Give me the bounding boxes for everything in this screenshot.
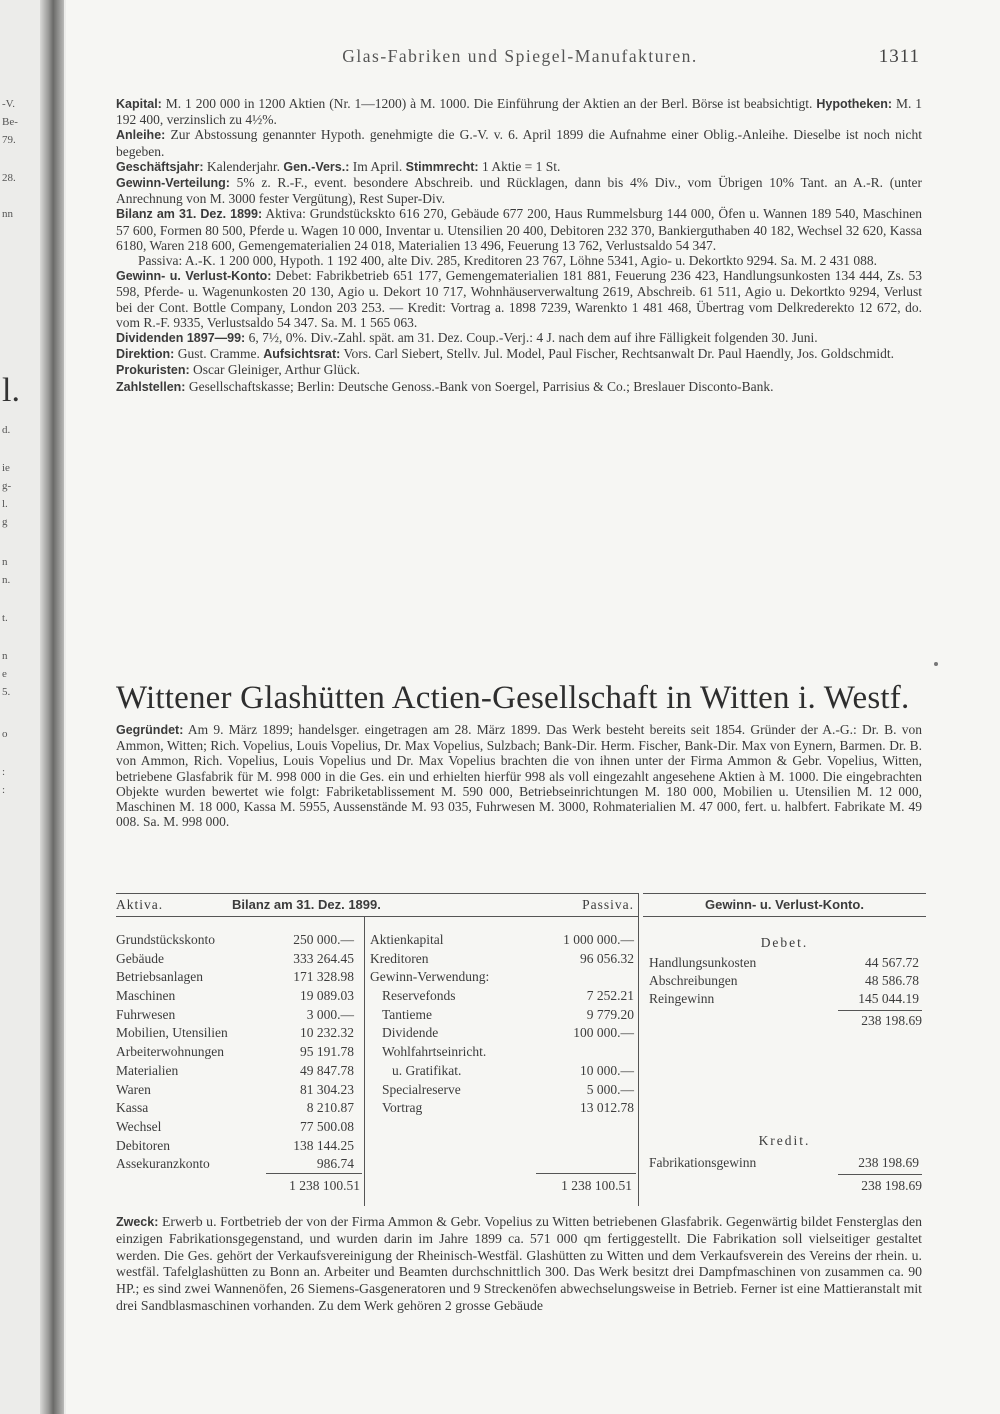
aktiva-row xyxy=(116,987,356,1006)
bilanz-paragraph xyxy=(116,206,922,253)
passiva-item-label: Wohlfahrtseinricht. xyxy=(382,1044,487,1060)
aktiva-item-value: 171 328.98 xyxy=(293,969,354,985)
passiva-row xyxy=(370,1043,636,1062)
aktiva-item-label: Mobilien, Utensilien xyxy=(116,1025,228,1041)
section-label: Stimmrecht: xyxy=(405,159,479,174)
geschaeftsjahr-paragraph xyxy=(116,159,922,175)
debet-total: 238 198.69 xyxy=(861,1013,922,1028)
aktiva-item-label: Maschinen xyxy=(116,988,176,1004)
profit-loss-title: Gewinn- u. Verlust-Konto. xyxy=(643,894,926,917)
balance-sheet-header xyxy=(116,894,638,917)
founded-section xyxy=(116,722,922,829)
aktiva-row xyxy=(116,1099,356,1118)
purpose-text: Erwerb u. Fortbetrieb der von der Firma Ammon & Gebr. Vopelius zu Witten betriebenen Glasfabrik. Gegenwärtig bildet Fensterglas den einzigen Fabrikationsgegenstand, und wurden darin im Jahre 1899 ca. 571 000 qm fertiggestellt. Die Fabrikation soll vielseitiger gestaltet werden. Die Ges. gehört der Verkaufsvereinigung der Rheinisch-Westfäl. Glashütten zu Witten und dem Verkaufsverein des Vereins der rhein. u. westfäl. Tafelglashütten zu Bonn an. Arbeiter und Beamten durchschnittlich 300. Das Werk besitzt drei Dampfmaschinen von zusammen ca. 90 HP.; es sind zwei Wannenöfen, 26 Siemens-Gasgeneratoren und 9 Streckenöfen abwechselungsweise in Betrieb. Ferner ist eine Mattieranstalt mit drei Sandblasmaschinen vorhanden. Zu dem Werk gehören 2 grosse Gebäude xyxy=(116,1214,922,1313)
section-label: Dividenden 1897—99: xyxy=(116,331,246,346)
passiva-item-value: 96 056.32 xyxy=(580,950,634,966)
section-label: Zahlstellen: xyxy=(116,379,186,394)
debet-item-label: Handlungsunkosten xyxy=(649,955,757,970)
zahlstellen-paragraph xyxy=(116,379,922,395)
margin-fragment: : xyxy=(2,766,6,778)
passiva-item-label: Tantieme xyxy=(382,1006,433,1022)
section-text: 6, 7½, 0%. Div.-Zahl. spät. am 31. Dez. Coup.-Verj.: 4 J. nach dem auf ihre Fälligkeit folgenden 30. Juni. xyxy=(248,330,818,346)
aktiva-item-value: 10 232.32 xyxy=(300,1025,354,1041)
aktiva-item-value: 333 264.45 xyxy=(293,950,354,966)
kredit-total: 238 198.69 xyxy=(861,1178,922,1193)
purpose-label: Zweck: xyxy=(116,1215,159,1229)
section-label: Geschäftsjahr: xyxy=(116,159,204,174)
passiva-row xyxy=(370,1062,636,1081)
financial-statements xyxy=(116,893,926,1205)
margin-fragment: n xyxy=(2,556,8,568)
founded-paragraph xyxy=(116,722,922,829)
aktiva-row xyxy=(116,1062,356,1081)
aktiva-row xyxy=(116,1043,356,1062)
aktiva-row xyxy=(116,1006,356,1025)
aktiva-item-label: Betriebsanlagen xyxy=(116,969,203,985)
passiva-sum-rule xyxy=(536,1173,636,1174)
debet-row xyxy=(649,972,921,991)
section-text: 5% z. R.-F., event. besondere Abschreib. und Rücklagen, dann bis 4% Div., vom Übrigen 10% Tant. an A.-R. (unter Anrechnung von M. 3000 fester Vergütung), Rest Super-Div. xyxy=(116,175,922,207)
section-label: Hypotheken: xyxy=(816,97,893,111)
aktiva-item-value: 77 500.08 xyxy=(300,1118,354,1134)
section-text: Aktiva: Grundstückskto 616 270, Gebäude 677 200, Haus Rummelsburg 144 000, Öfen u. Wannen 189 540, Maschinen 57 600, Formen 80 500, Pferde u. Wagen 10 000, Inventar u. Utensilien 20 400, Debitoren 232 370, Bankierguthaben 40 182, Wechsel 32 620, Kassa 6180, Waren 218 600, Gemengematerialien 24 018, Materialien 13 496, Feuerung 13 762, Verlustsaldo 54 347. xyxy=(116,206,922,253)
section-text: M. 1 192 400, verzinslich zu 4½%. xyxy=(116,96,922,128)
aktiva-item-value: 81 304.23 xyxy=(300,1081,354,1097)
margin-fragment: g- xyxy=(2,480,12,492)
passiva-item-label: u. Gratifikat. xyxy=(392,1062,462,1078)
margin-fragment: 28. xyxy=(2,172,16,184)
aktiva-item-label: Materialien xyxy=(116,1062,179,1078)
aktiva-label: Aktiva. xyxy=(116,897,164,912)
margin-fragment: -V. xyxy=(2,98,15,110)
margin-fragment: n. xyxy=(2,574,11,586)
section-text: Oscar Gleiniger, Arthur Glück. xyxy=(193,362,361,378)
aktiva-row xyxy=(116,968,356,987)
kredit-item-label: Fabrikationsgewinn xyxy=(649,1155,757,1170)
section-label: Bilanz am 31. Dez. 1899: xyxy=(116,207,263,222)
section-text: Im April. xyxy=(352,158,403,174)
direktion-paragraph xyxy=(116,346,922,362)
passiva-item-label: Specialreserve xyxy=(382,1081,461,1097)
gewinn-verlust-paragraph xyxy=(116,268,922,330)
section-text: Debet: Fabrikbetrieb 651 177, Gemengematerialien 181 881, Feuerung 236 423, Handlungsunkosten 134 444, Zs. 53 598, Pferde- u. Wagenunkosten 20 130, Agio u. Dekort 10 717, Wohnhäuserverwaltung 2619, Abschreib. 61 511, Agio u. Dekortkto 9294, Verlust bei der Cont. Bottle Company, London 203 253. — Kredit: Vortrag a. 1898 7239, Warenkto 1 481 468, Übertrag vom Delkrederekto 12 672, do. vom R.-F. 9335, Verlustsaldo 54 347. Sa. M. 1 565 063. xyxy=(116,268,923,330)
passiva-label: Passiva. xyxy=(582,897,634,912)
aktiva-item-label: Fuhrwesen xyxy=(116,1006,176,1022)
section-label: Gewinn-Verteilung: xyxy=(116,176,230,191)
aktiva-item-label: Arbeiterwohnungen xyxy=(116,1044,224,1060)
passiva-item-value: 100 000.— xyxy=(573,1025,634,1041)
balance-sheet-title: Bilanz am 31. Dez. 1899. xyxy=(232,897,381,912)
balance-sheet xyxy=(116,893,639,1206)
passiva-item-value: 10 000.— xyxy=(580,1062,634,1078)
passiva-row xyxy=(370,1006,636,1025)
margin-fragment: l. xyxy=(2,372,20,409)
aktiva-item-value: 3 000.— xyxy=(306,1006,354,1022)
aktiva-item-value: 8 210.87 xyxy=(306,1100,354,1116)
debet-item-value: 48 586.78 xyxy=(865,973,919,988)
aktiva-row xyxy=(116,1137,356,1156)
passiva-total: 1 238 100.51 xyxy=(561,1178,632,1193)
previous-company-entry xyxy=(116,96,922,395)
section-text: M. 1 200 000 in 1200 Aktien (Nr. 1—1200) à M. 1000. Die Einführung der Aktien an der Berl. Börse ist beabsichtigt. xyxy=(165,96,813,111)
passiva-row xyxy=(370,1099,636,1118)
passiva-item-value: 9 779.20 xyxy=(586,1006,634,1022)
debet-item-label: Reingewinn xyxy=(649,991,715,1006)
section-text: Gesellschaftskasse; Berlin: Deutsche Genoss.-Bank von Soergel, Parrisius & Co.; Breslauer Disconto-Bank. xyxy=(188,378,774,394)
aktiva-item-label: Gebäude xyxy=(116,950,164,966)
aktiva-item-value: 49 847.78 xyxy=(300,1062,354,1078)
aktiva-item-label: Assekuranzkonto xyxy=(116,1156,210,1172)
aktiva-item-label: Wechsel xyxy=(116,1118,162,1134)
aktiva-item-label: Grundstückskonto xyxy=(116,932,215,947)
margin-fragment: : xyxy=(2,784,6,796)
section-label: Anleihe: xyxy=(116,128,166,143)
passiva-row xyxy=(370,931,636,950)
passiva-item-value: 7 252.21 xyxy=(586,988,634,1004)
aktiva-list xyxy=(116,931,356,1174)
margin-fragment: 79. xyxy=(2,134,16,146)
section-text: Vors. Carl Siebert, Stellv. Jul. Model, Paul Fischer, Rechtsanwalt Dr. Paul Haendly, Jos. Goldschmidt. xyxy=(343,346,894,362)
debet-row xyxy=(649,954,921,973)
profit-loss-account xyxy=(643,893,926,1206)
debet-item-label: Abschreibungen xyxy=(649,973,738,988)
aktiva-item-value: 986.74 xyxy=(316,1156,354,1172)
margin-fragment: 5. xyxy=(2,686,11,698)
passiva-item-label: Gewinn-Verwendung: xyxy=(370,969,490,985)
passiva-item-value: 13 012.78 xyxy=(580,1100,634,1116)
aktiva-row xyxy=(116,1081,356,1100)
passiva-item-value: 1 000 000.— xyxy=(563,932,634,947)
book-binding-shadow xyxy=(40,0,64,1414)
margin-fragment: d. xyxy=(2,424,11,436)
passiva-item-label: Vortrag xyxy=(382,1100,423,1116)
section-text: Kalenderjahr. xyxy=(206,158,280,174)
passiva-row xyxy=(370,987,636,1006)
dividenden-paragraph xyxy=(116,330,922,346)
aktiva-row xyxy=(116,950,356,969)
section-text: Zur Abstossung genannter Hypoth. genehmigte die G.-V. v. 6. April 1899 die Aufnahme einer Oblig.-Anleihe. Dieselbe ist noch nicht begeben. xyxy=(116,127,922,159)
aktiva-item-label: Kassa xyxy=(116,1100,149,1116)
aktiva-row xyxy=(116,931,356,950)
margin-fragment: Be- xyxy=(2,116,18,128)
prokuristen-paragraph xyxy=(116,362,922,378)
passiva-row xyxy=(370,1081,636,1100)
section-text: 1 Aktie = 1 St. xyxy=(481,158,561,174)
section-label: Aufsichtsrat: xyxy=(263,347,341,362)
debet-label: Debet. xyxy=(760,935,809,950)
running-header xyxy=(120,46,920,72)
debet-item-value: 44 567.72 xyxy=(865,955,919,970)
aktiva-row xyxy=(116,1155,356,1174)
margin-fragment: g xyxy=(2,516,8,528)
column-divider xyxy=(364,916,365,1206)
passiva-item-value: 5 000.— xyxy=(586,1081,634,1097)
margin-fragment: t. xyxy=(2,612,8,624)
kredit-sum-rule xyxy=(838,1174,922,1175)
header-title: Glas-Fabriken und Spiegel-Manufakturen. xyxy=(342,46,698,66)
founded-text: Am 9. März 1899; handelsger. eingetragen am 28. März 1899. Das Werk besteht bereits seit 1854. Gründer der A.-G.: Dr. B. von Ammon, Witten; Rich. Vopelius, Louis Vopelius, Dr. Max Vopelius, Sulzbach; Bank-Dir. Herm. Fischer, Bank-Dir. Max von Eynern, Barmen. Dr. B. von Ammon, Rich. Vopelius, Louis Vopelius und Dr. Max Vopelius brachten die von ihnen unter der Firma Ammon & Gebr. Vopelius, Witten, betriebene Glasfabrik für M. 998 000 in die Ges. ein und erhielten hierfür 998 als voll eingezahlt angesehene Aktien à M. 1000. Die eingebrachten Objekte wurden bewertet wie folgt: Fabriketablissement M. 590 000, Betriebseinrichtungen M. 180 000, Mobilien u. Utensilien M. 12 000, Maschinen M. 18 000, Kassa M. 5955, Aussenstände M. 93 035, Fuhrwesen M. 3000, Rohmaterialien M. 47 000, fert. u. halbfert. Fabrikate M. 49 008. Sa. M. 998 000. xyxy=(116,722,922,830)
founded-label: Gegründet: xyxy=(116,723,184,737)
purpose-section xyxy=(116,1214,922,1315)
section-label: Direktion: xyxy=(116,347,175,362)
margin-fragment: e xyxy=(2,668,7,680)
passiva-row xyxy=(370,968,636,987)
passiva-row xyxy=(370,1024,636,1043)
section-divider-mark xyxy=(934,662,938,666)
anleihe-paragraph xyxy=(116,127,922,158)
margin-fragment: ie xyxy=(2,462,10,474)
aktiva-item-label: Debitoren xyxy=(116,1137,170,1153)
aktiva-row xyxy=(116,1118,356,1137)
aktiva-item-value: 138 144.25 xyxy=(293,1137,354,1153)
debet-item-value: 145 044.19 xyxy=(858,991,919,1006)
margin-fragment: nn xyxy=(2,208,13,220)
passiva-item-label: Dividende xyxy=(382,1025,439,1041)
kredit-item-value: 238 198.69 xyxy=(858,1155,919,1170)
passiva-list xyxy=(370,931,636,1118)
passiva-item-label: Aktienkapital xyxy=(370,932,444,947)
margin-fragment: o xyxy=(2,728,8,740)
aktiva-item-value: 19 089.03 xyxy=(300,988,354,1004)
section-text: Gust. Cramme. xyxy=(177,346,260,362)
section-label: Gewinn- u. Verlust-Konto: xyxy=(116,269,272,284)
margin-fragment: n xyxy=(2,650,8,662)
kapital-paragraph xyxy=(116,96,922,127)
aktiva-item-value: 95 191.78 xyxy=(300,1044,354,1060)
kredit-row xyxy=(649,1154,921,1173)
aktiva-row xyxy=(116,1024,356,1043)
section-label: Kapital: xyxy=(116,97,162,111)
aktiva-item-value: 250 000.— xyxy=(293,932,354,947)
kredit-label: Kredit. xyxy=(758,1133,811,1148)
gewinn-verteilung-paragraph xyxy=(116,175,922,206)
section-label: Prokuristen: xyxy=(116,363,190,378)
margin-fragment: l. xyxy=(2,498,8,510)
section-text: Passiva: A.-K. 1 200 000, Hypoth. 1 192 400, alte Div. 285, Kreditoren 23 767, Löhne 5341, Agio- u. Dekortkto 9294. Sa. M. 2 431 088. xyxy=(138,253,877,269)
company-title: Wittener Glashütten Actien-Gesellschaft in Witten i. Westf. xyxy=(116,680,910,716)
aktiva-total: 1 238 100.51 xyxy=(289,1178,360,1193)
section-label: Gen.-Vers.: xyxy=(283,159,350,174)
passiva-item-label: Kreditoren xyxy=(370,950,429,966)
passiva-item-label: Reservefonds xyxy=(382,988,456,1004)
passiva-row xyxy=(370,950,636,969)
aktiva-item-label: Waren xyxy=(116,1081,151,1097)
aktiva-sum-rule xyxy=(266,1173,362,1174)
debet-sum-rule xyxy=(838,1010,922,1011)
page-number: 1311 xyxy=(878,46,920,67)
passiva-paragraph xyxy=(116,253,922,268)
debet-row xyxy=(649,990,921,1009)
